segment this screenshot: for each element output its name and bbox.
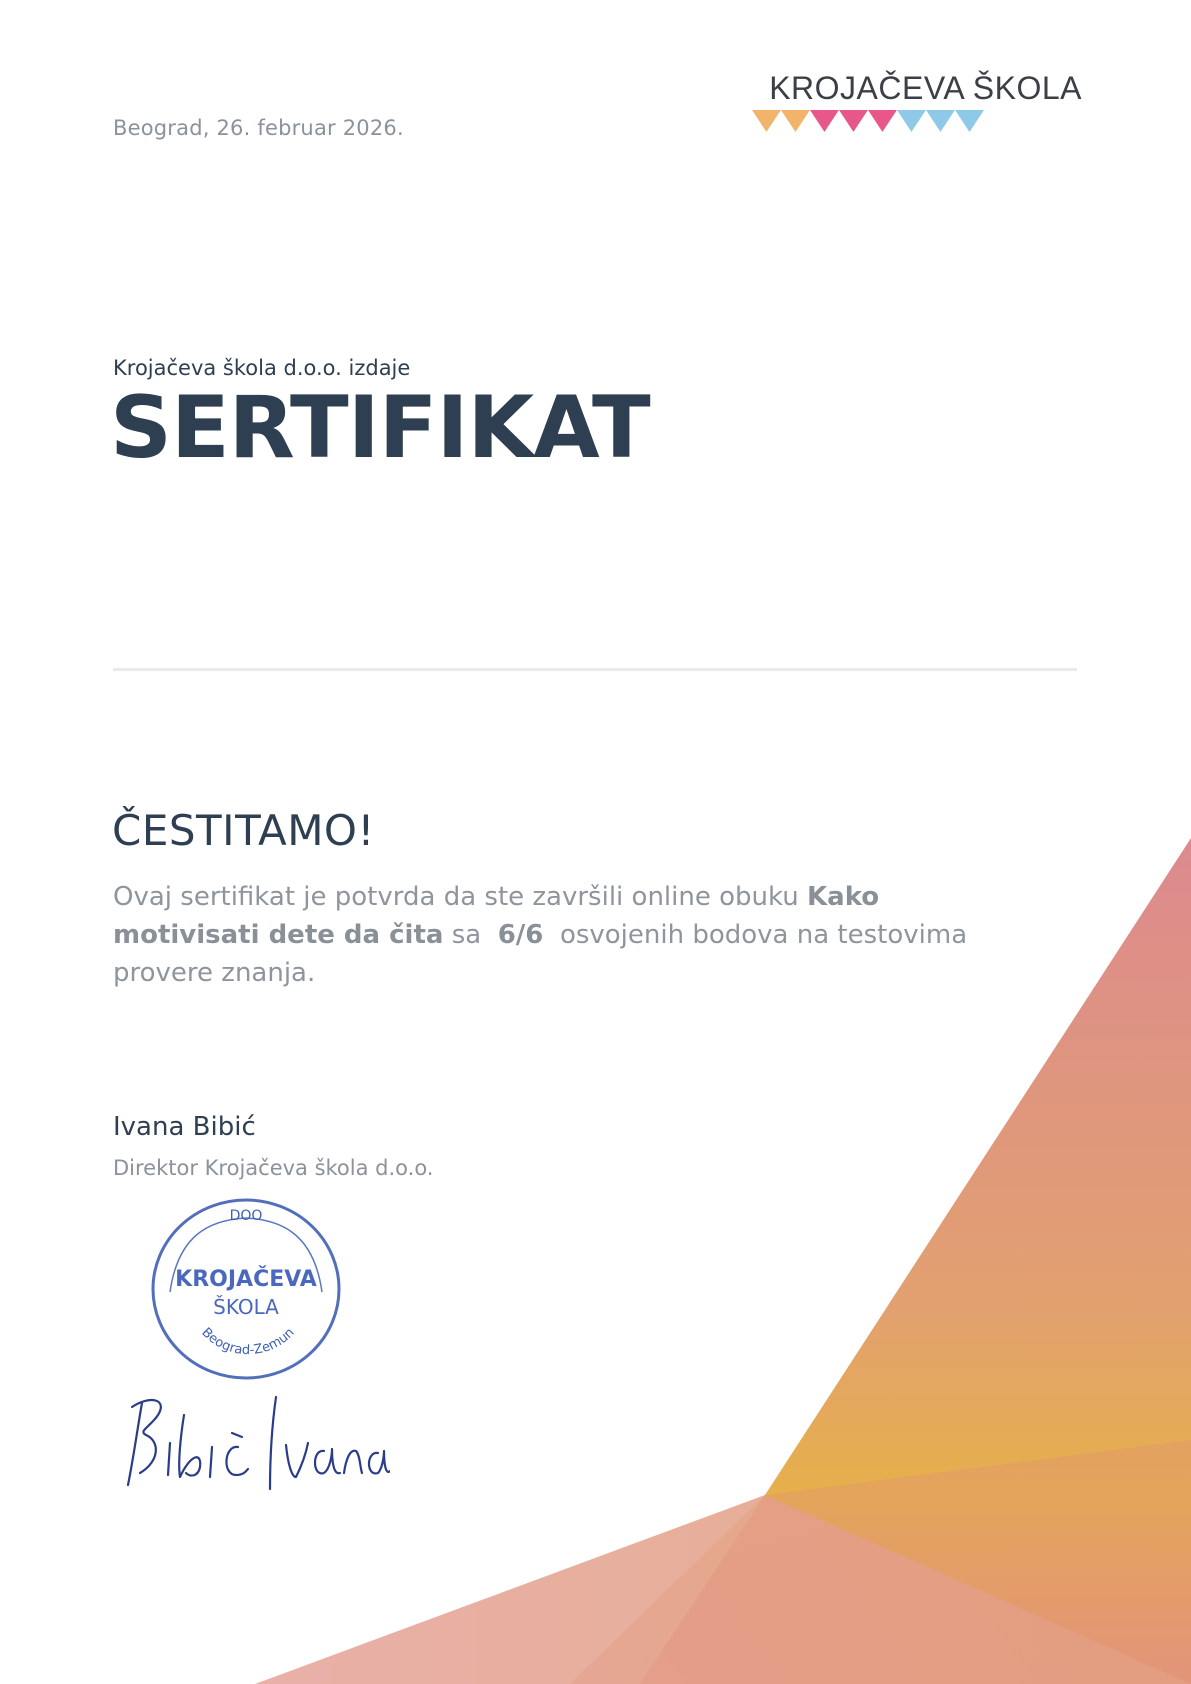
logo-triangles bbox=[752, 110, 1082, 134]
svg-text:Beograd-Zemun bbox=[198, 1325, 297, 1358]
signer-name: Ivana Bibić bbox=[113, 1112, 256, 1142]
issuer-line: Krojačeva škola d.o.o. izdaje bbox=[113, 356, 411, 380]
score-prefix: sa bbox=[451, 920, 482, 950]
signer-role: Direktor Krojačeva škola d.o.o. bbox=[113, 1156, 434, 1180]
company-stamp bbox=[148, 1196, 344, 1382]
score-suffix: osvojenih bodova na testovima provere znanja. bbox=[113, 920, 968, 988]
body-intro: Ovaj sertifikat je potvrda da ste završili online obuku bbox=[113, 882, 799, 912]
decor-overlay bbox=[640, 1440, 1191, 1684]
congrats-heading: ČESTITAMO! bbox=[112, 806, 375, 855]
certificate-body bbox=[113, 878, 1033, 992]
divider bbox=[113, 668, 1077, 671]
certificate-title: SERTIFIKAT bbox=[110, 378, 650, 478]
issue-date: Beograd, 26. februar 2026. bbox=[113, 116, 404, 140]
stamp-bottom-text: Beograd-Zemun bbox=[198, 1325, 298, 1359]
logo bbox=[752, 70, 1082, 134]
course-name: Kako motivisati dete da čita bbox=[113, 882, 880, 950]
signature bbox=[120, 1385, 390, 1495]
stamp-line1: KROJAČEVA bbox=[175, 1267, 317, 1292]
logo-wordmark: KROJAČEVA ŠKOLA bbox=[769, 70, 1082, 106]
stamp-top-text: DOO bbox=[229, 1208, 263, 1224]
score: 6/6 bbox=[497, 920, 544, 950]
stamp-line2: ŠKOLA bbox=[213, 1295, 279, 1319]
